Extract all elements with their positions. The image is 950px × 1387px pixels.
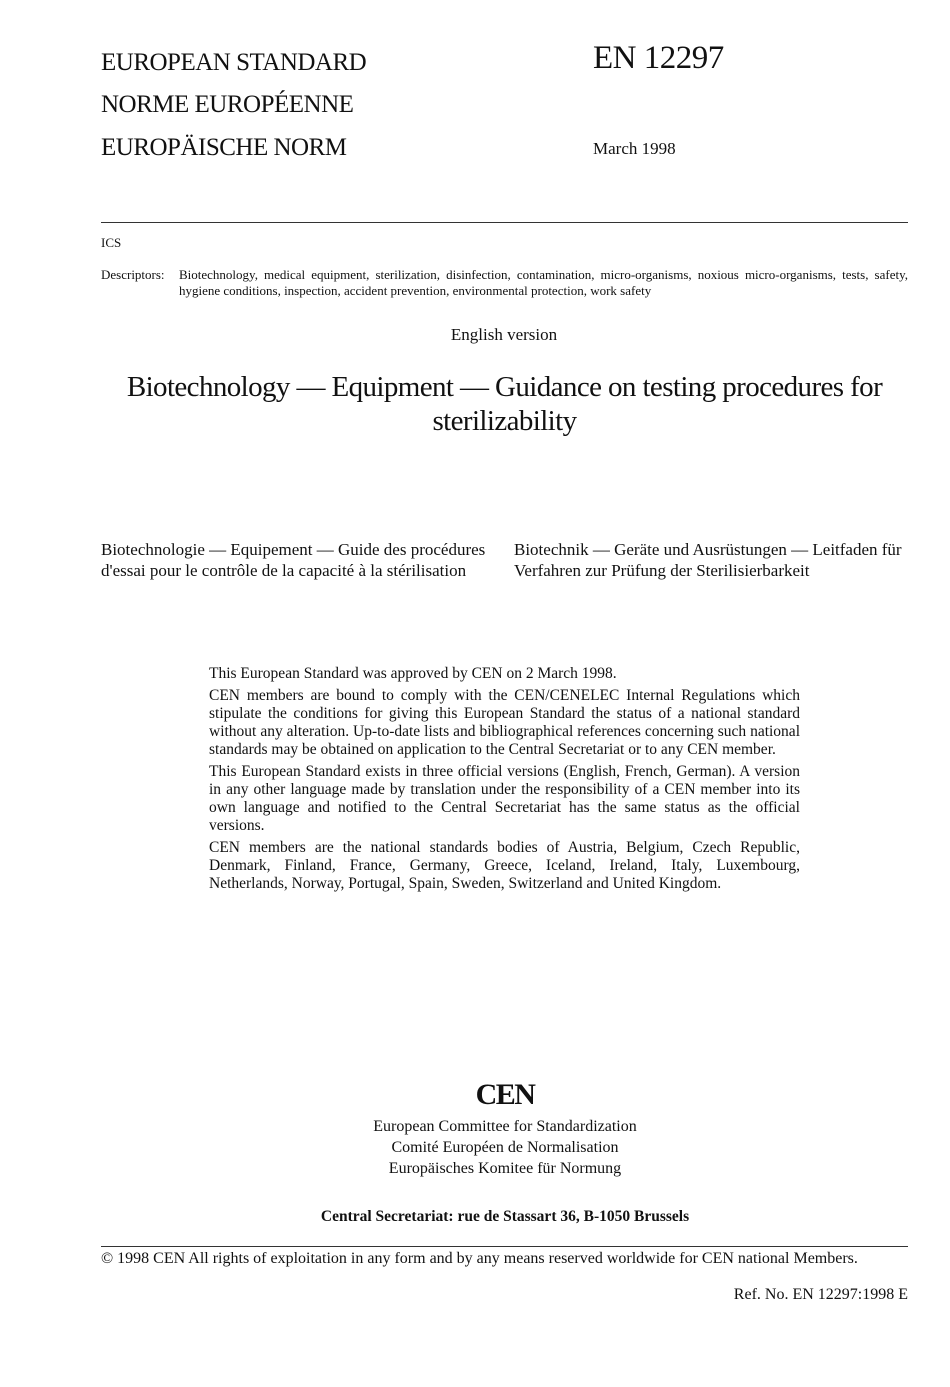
top-divider: [101, 222, 908, 223]
german-title: Biotechnik — Geräte und Ausrüstungen — Leitfaden für Verfahren zur Prüfung der Sterilisierbarkeit: [514, 540, 902, 580]
cen-names: [0, 1116, 950, 1179]
approval-paragraph: CEN members are the national standards bodies of Austria, Belgium, Czech Republic, Denmark, Finland, France, Germany, Greece, Iceland, Ireland, Italy, Luxembourg, Netherlands, Norway, Portugal, Spain, Sweden, Switzerland and United Kingdom.: [209, 839, 800, 892]
approval-notice: [209, 665, 800, 897]
cen-name-en: European Committee for Standardization: [373, 1118, 637, 1135]
ics-label: ICS: [101, 235, 122, 250]
approval-paragraph: CEN members are bound to comply with the CEN/CENELEC Internal Regulations which stipulate the conditions for giving this European Standard the status of a national standard without any alteration. Up-to-date lists and bibliographical references concerning such national standards may be obtained on application to the Central Secretariat or to any CEN member.: [209, 687, 800, 758]
central-secretariat: Central Secretariat: rue de Stassart 36, B-1050 Brussels: [320, 1208, 690, 1225]
cen-logo: CEN: [475, 1078, 535, 1111]
publication-date: March 1998: [593, 139, 676, 158]
version-label: English version: [450, 325, 558, 344]
header-line-fr: NORME EUROPÉENNE: [101, 91, 354, 118]
header-line-de: EUROPÄISCHE NORM: [101, 134, 347, 161]
descriptors-label: Descriptors:: [101, 267, 165, 282]
approval-paragraph: This European Standard was approved by CEN on 2 March 1998.: [209, 665, 617, 682]
header-line-en: EUROPEAN STANDARD: [101, 49, 367, 76]
french-title: Biotechnologie — Equipement — Guide des procédures d'essai pour le contrôle de la capacité à la stérilisation: [101, 540, 486, 580]
bottom-divider: [101, 1246, 908, 1247]
reference-number: Ref. No. EN 12297:1998 E: [733, 1286, 908, 1303]
document-title: Biotechnology — Equipment — Guidance on testing procedures for sterilizability: [126, 371, 883, 437]
cen-name-fr: Comité Européen de Normalisation: [391, 1139, 619, 1156]
approval-paragraph: This European Standard exists in three official versions (English, French, German). A version in any other language made by translation under the responsibility of a CEN member into its own language and notified to the Central Secretariat has the same status as the official versions.: [209, 763, 800, 834]
descriptors-text: Biotechnology, medical equipment, sterilization, disinfection, contamination, micro-organisms, noxious micro-organisms, tests, safety, hygiene conditions, inspection, accident prevention, environmental protection, work safety: [179, 267, 908, 298]
copyright-notice: © 1998 CEN All rights of exploitation in any form and by any means reserved worldwide for CEN national Members.: [101, 1250, 858, 1267]
cen-name-de: Europäisches Komitee für Normung: [388, 1160, 622, 1177]
standard-number: EN 12297: [593, 40, 724, 76]
